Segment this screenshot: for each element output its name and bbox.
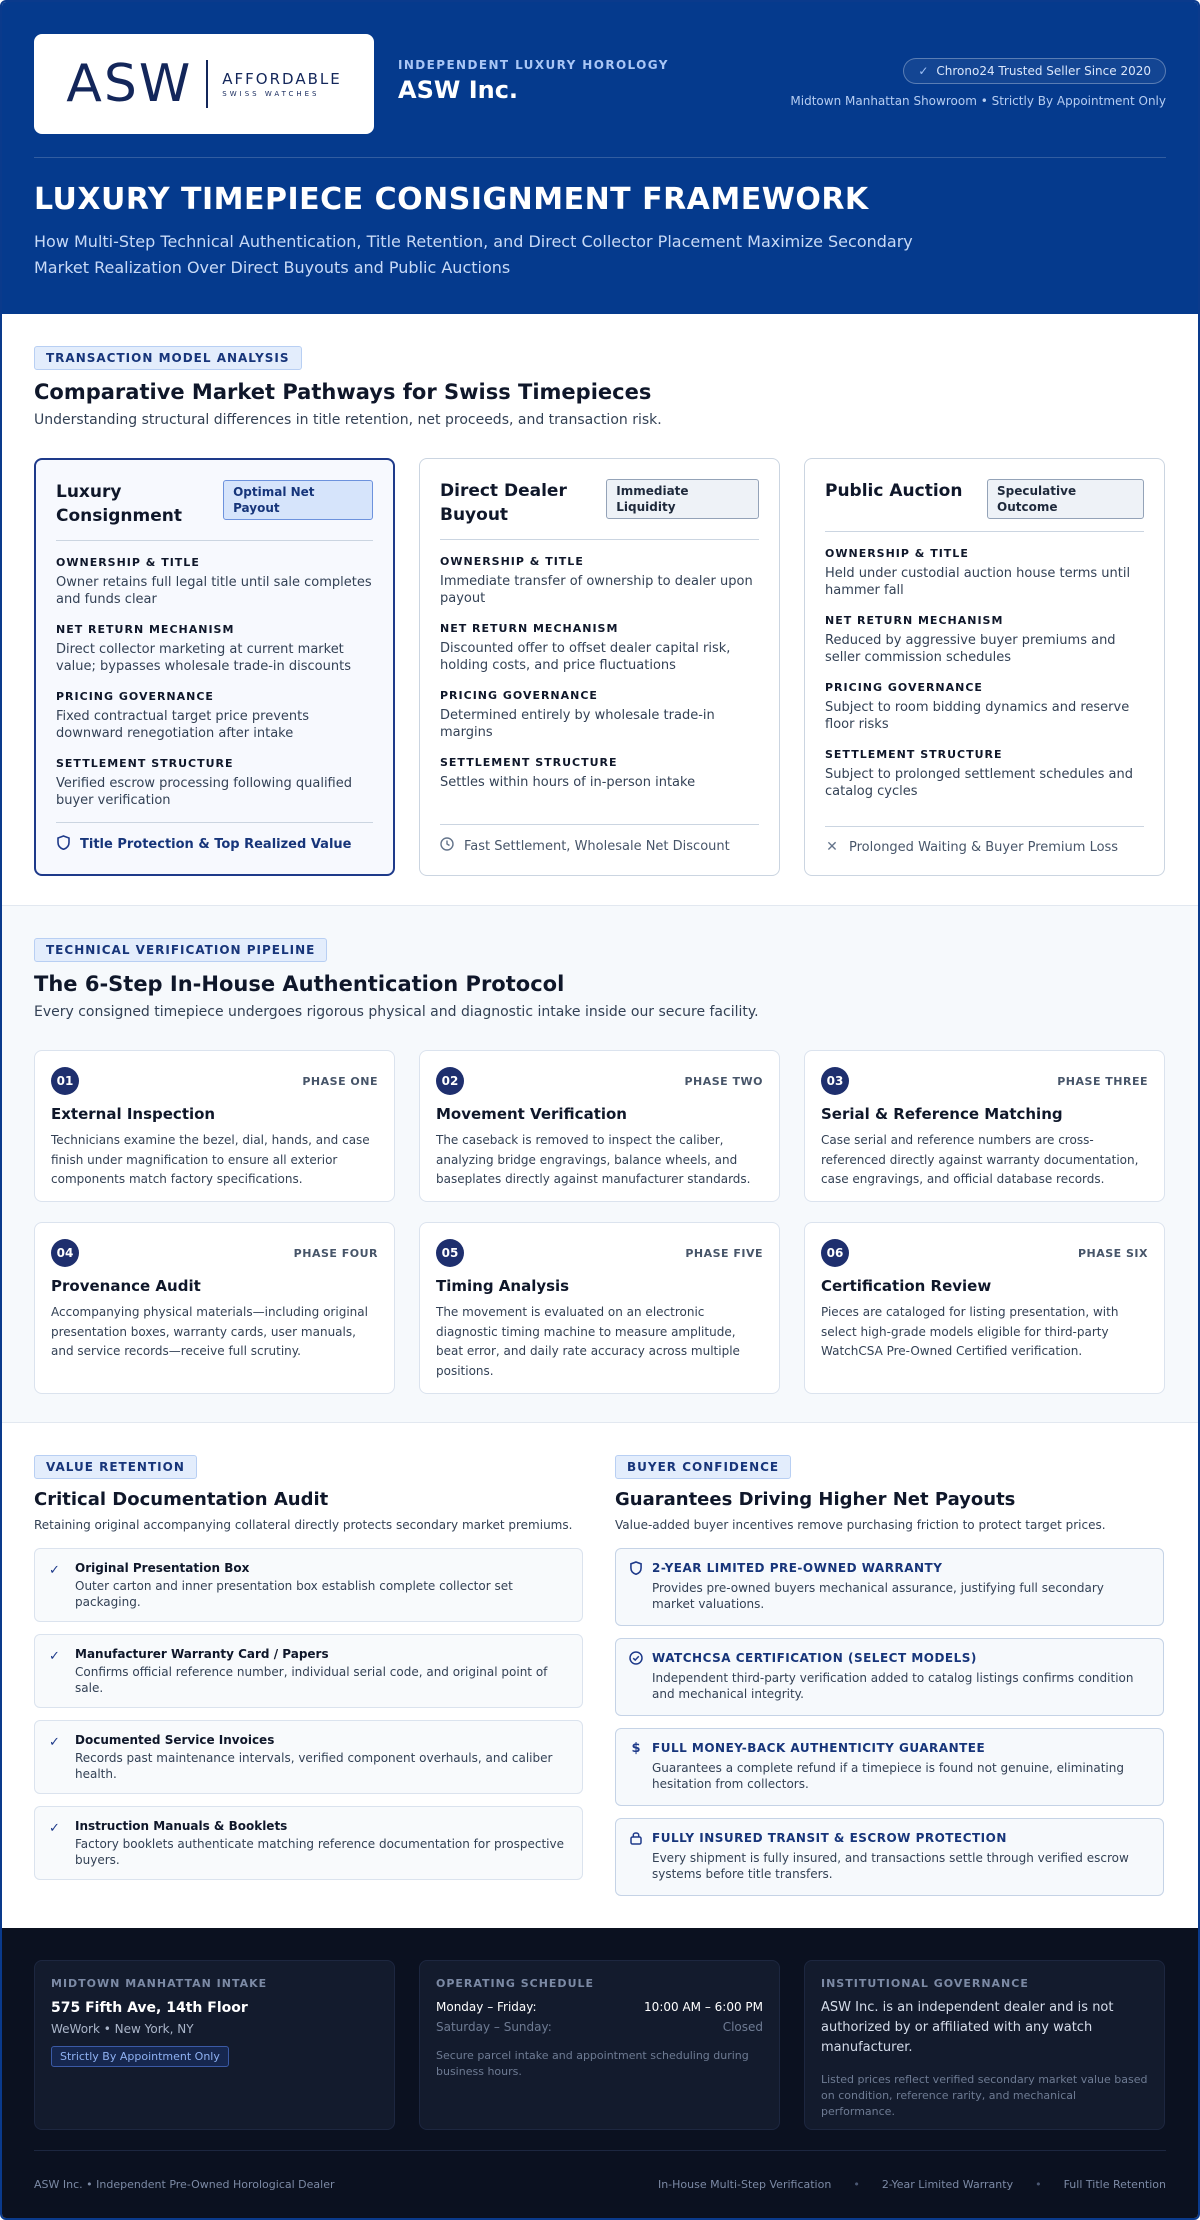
step-number: 04 [51,1239,79,1267]
step-title: External Inspection [51,1105,216,1123]
card-footer [440,824,759,855]
step-card [34,1222,395,1394]
pathway-cards [34,458,1166,876]
weekend-row [436,2020,763,2034]
item-description: Records past maintenance intervals, verified component overhauls, and caliber health. [75,1751,553,1781]
section-title: Critical Documentation Audit [34,1489,329,1510]
logo-mark: ASW [66,54,193,114]
step-title: Provenance Audit [51,1277,201,1295]
shield-icon [629,1561,643,1579]
footer-links [658,2178,1166,2191]
card-title: Luxury Consignment [56,482,182,526]
field-label: SETTLEMENT STRUCTURE [56,757,234,770]
weekend-hours: Closed [722,2020,763,2034]
item-title: WATCHCSA CERTIFICATION (SELECT MODELS) [652,1651,977,1665]
step-phase: PHASE TWO [684,1074,763,1088]
field-value: Settles within hours of in-person intake [440,775,696,790]
item-title: Instruction Manuals & Booklets [75,1819,288,1833]
item-description: Confirms official reference number, individual serial code, and original point of sale. [75,1665,548,1695]
brand-block [398,58,669,104]
hero-top-row [34,34,1166,158]
field-label: SETTLEMENT STRUCTURE [825,748,1003,761]
intake-card [34,1960,395,2130]
separator-dot: • [1035,2178,1042,2191]
card-badge: Immediate Liquidity [606,479,759,519]
logo-divider [206,60,208,108]
page-footer [2,1928,1198,2218]
footer-link[interactable]: In-House Multi-Step Verification [657,2178,832,2191]
step-number: 06 [821,1239,849,1267]
trust-badge [903,58,1166,84]
card-label: MIDTOWN MANHATTAN INTAKE [51,1977,268,1990]
step-card [804,1222,1165,1394]
trust-badge-label: Chrono24 Trusted Seller Since 2020 [936,64,1151,78]
footer-bar [34,2150,1166,2218]
item-description: Factory booklets authenticate matching reference documentation for prospective buyers. [75,1837,564,1867]
section-title: Comparative Market Pathways for Swiss Timepieces [34,380,652,404]
section-title: The 6-Step In-House Authentication Protocol [34,972,565,996]
schedule-card [419,1960,780,2130]
weekday-row [436,2000,763,2014]
field-label: PRICING GOVERNANCE [440,689,598,702]
step-phase: PHASE ONE [302,1074,378,1088]
card-header [56,480,373,541]
weekend-label: Saturday – Sunday: [436,2020,552,2034]
field-value: Held under custodial auction house terms until hammer fall [825,566,1131,598]
step-number: 02 [436,1067,464,1095]
section-tag: TRANSACTION MODEL ANALYSIS [34,346,302,370]
pathway-card-auction [804,458,1165,876]
item-title: Documented Service Invoices [75,1733,275,1747]
pathway-card-consignment [34,458,395,876]
field-label: SETTLEMENT STRUCTURE [440,756,618,769]
step-title: Serial & Reference Matching [821,1105,1063,1123]
card-field [440,689,759,741]
section-tag: BUYER CONFIDENCE [615,1455,791,1479]
card-footer-label: Title Protection & Top Realized Value [80,837,352,852]
list-item [34,1548,583,1622]
card-field [825,547,1144,599]
check-circle-icon [629,1651,643,1669]
logo-line-1: AFFORDABLE [222,70,342,88]
card-title: Public Auction [825,481,963,501]
card-label: OPERATING SCHEDULE [436,1977,595,1990]
guarantees-list [615,1548,1164,1896]
step-number: 05 [436,1239,464,1267]
clock-icon [440,837,454,855]
item-title: FULL MONEY-BACK AUTHENTICITY GUARANTEE [652,1741,986,1755]
step-description: Accompanying physical materials—including original presentation boxes, warranty cards, user manuals, and service records—receive full scrutiny. [51,1305,368,1358]
step-number: 01 [51,1067,79,1095]
weekday-hours: 10:00 AM – 6:00 PM [644,2000,763,2014]
lock-icon [629,1831,643,1849]
page-subtitle: How Multi-Step Technical Authentication, Title Retention, and Direct Collector Placement Maximize Secondary Market Realization Over Direct Buyouts and Public Auctions [34,232,913,277]
card-field [56,690,373,742]
section-subtitle: Every consigned timepiece undergoes rigorous physical and diagnostic intake inside our secure facility. [34,1004,759,1020]
step-number: 03 [821,1067,849,1095]
card-badge: Optimal Net Payout [223,480,373,520]
card-title: Direct Dealer Buyout [440,481,567,525]
section-title: Guarantees Driving Higher Net Payouts [615,1489,1016,1510]
list-item [615,1818,1164,1896]
step-title: Movement Verification [436,1105,627,1123]
card-field [440,622,759,674]
card-footer [825,826,1144,855]
field-value: Subject to room bidding dynamics and reserve floor risks [825,700,1130,732]
card-field [56,623,373,675]
logo-line-2: SWISS WATCHES [222,90,320,98]
section-subtitle: Retaining original accompanying collateral directly protects secondary market premiums. [34,1518,573,1532]
pathway-card-dealer-buyout [419,458,780,876]
item-title: FULLY INSURED TRANSIT & ESCROW PROTECTION [652,1831,1007,1845]
field-value: Reduced by aggressive buyer premiums and seller commission schedules [825,633,1116,665]
step-card [419,1222,780,1394]
card-header [440,479,759,540]
check-icon: ✓ [49,1563,60,1578]
field-label: OWNERSHIP & TITLE [440,555,584,568]
company-name: ASW Inc. [398,76,519,104]
step-phase: PHASE THREE [1057,1074,1148,1088]
field-label: PRICING GOVERNANCE [56,690,214,703]
step-phase: PHASE FIVE [685,1246,763,1260]
hero-meta [790,58,1166,108]
field-label: NET RETURN MECHANISM [440,622,619,635]
card-header [825,479,1144,532]
section-subtitle: Value-added buyer incentives remove purchasing friction to protect target prices. [615,1518,1106,1532]
section-tag: TECHNICAL VERIFICATION PIPELINE [34,938,327,962]
card-field [56,757,373,809]
field-value: Discounted offer to offset dealer capital risk, holding costs, and price fluctuations [440,641,731,673]
list-item [34,1634,583,1708]
governance-card [804,1960,1165,2130]
card-footer-label: Prolonged Waiting & Buyer Premium Loss [849,839,1119,855]
list-item [34,1720,583,1794]
intake-address: 575 Fifth Ave, 14th Floor [51,2000,248,2016]
step-card [34,1050,395,1202]
documentation-column [34,1455,583,1934]
card-field [440,756,759,791]
value-section [2,1423,1198,1934]
footer-link[interactable]: 2-Year Limited Warranty [881,2178,1014,2191]
card-label: INSTITUTIONAL GOVERNANCE [821,1977,1029,1990]
card-field [825,681,1144,733]
step-grid [34,1050,1166,1394]
item-description: Independent third-party verification added to catalog listings confirms condition and mechanical integrity. [652,1671,1134,1701]
footer-link[interactable]: Full Title Retention [1063,2178,1166,2191]
field-label: OWNERSHIP & TITLE [825,547,969,560]
step-title: Timing Analysis [436,1277,570,1295]
intake-location: WeWork • New York, NY [51,2022,194,2036]
logo-wordmark [222,70,341,98]
field-label: OWNERSHIP & TITLE [56,556,200,569]
shield-icon [56,835,70,854]
card-footer-label: Fast Settlement, Wholesale Net Discount [464,838,730,854]
dollar-icon: $ [631,1741,641,1756]
card-footer [56,822,373,854]
field-value: Verified escrow processing following qualified buyer verification [56,776,352,808]
field-label: NET RETURN MECHANISM [56,623,235,636]
field-value: Determined entirely by wholesale trade-in margins [440,708,715,740]
governance-note: Listed prices reflect verified secondary market value based on condition, reference rarity, and mechanical performance. [821,2073,1148,2118]
check-icon: ✓ [918,64,929,78]
section-tag: VALUE RETENTION [34,1455,197,1479]
item-description: Outer carton and inner presentation box establish complete collector set packaging. [75,1579,513,1609]
page-title: LUXURY TIMEPIECE CONSIGNMENT FRAMEWORK [34,182,869,217]
company-logo[interactable] [34,34,374,134]
field-value: Fixed contractual target price prevents downward renegotiation after intake [56,709,310,741]
check-icon: ✓ [49,1821,60,1836]
step-card [419,1050,780,1202]
pipeline-section [2,906,1198,1423]
step-description: The movement is evaluated on an electronic diagnostic timing machine to measure amplitude, beat error, and daily rate accuracy across multiple positions. [436,1305,740,1378]
item-title: Original Presentation Box [75,1561,250,1575]
field-value: Immediate transfer of ownership to dealer upon payout [440,574,753,606]
step-description: Technicians examine the bezel, dial, hands, and case finish under magnification to ensure all exterior components match factory specifications. [51,1133,370,1186]
appointment-badge: Strictly By Appointment Only [51,2046,229,2067]
field-label: PRICING GOVERNANCE [825,681,983,694]
step-phase: PHASE FOUR [293,1246,378,1260]
showroom-note: Midtown Manhattan Showroom • Strictly By Appointment Only [790,94,1166,108]
card-field [825,748,1144,800]
list-item [34,1806,583,1880]
field-value: Direct collector marketing at current market value; bypasses wholesale trade-in discounts [56,642,351,674]
item-description: Provides pre-owned buyers mechanical assurance, justifying full secondary market valuations. [652,1581,1104,1611]
card-field [56,556,373,608]
list-item [615,1548,1164,1626]
step-description: Case serial and reference numbers are cross-referenced directly against warranty documentation, case engravings, and official database records. [821,1133,1139,1186]
footer-copyright: ASW Inc. • Independent Pre-Owned Horological Dealer [34,2178,335,2191]
list-item [615,1728,1164,1806]
step-title: Certification Review [821,1277,992,1295]
card-badge: Speculative Outcome [987,479,1144,519]
footer-cards [34,1960,1166,2130]
field-label: NET RETURN MECHANISM [825,614,1004,627]
list-item [615,1638,1164,1716]
step-description: The caseback is removed to inspect the caliber, analyzing bridge engravings, balance wheels, and baseplates directly against manufacturer standards. [436,1133,751,1186]
section-subtitle: Understanding structural differences in title retention, net proceeds, and transaction risk. [34,412,662,428]
item-title: Manufacturer Warranty Card / Papers [75,1647,329,1661]
comparison-section [2,314,1198,906]
schedule-note: Secure parcel intake and appointment scheduling during business hours. [436,2049,749,2078]
documentation-list [34,1548,583,1880]
check-icon: ✓ [49,1735,60,1750]
step-card [804,1050,1165,1202]
field-value: Owner retains full legal title until sale completes and funds clear [56,575,372,607]
weekday-label: Monday – Friday: [436,2000,537,2014]
separator-dot: • [853,2178,860,2191]
card-field [825,614,1144,666]
guarantees-column [615,1455,1164,1934]
card-field [440,555,759,607]
field-value: Subject to prolonged settlement schedules and catalog cycles [825,767,1133,799]
item-description: Every shipment is fully insured, and transactions settle through verified escrow systems before title transfers. [652,1851,1129,1881]
brand-eyebrow: INDEPENDENT LUXURY HOROLOGY [398,58,669,72]
item-description: Guarantees a complete refund if a timepiece is found not genuine, eliminating hesitation from collectors. [652,1761,1124,1791]
hero-header [2,2,1198,314]
x-icon: ✕ [826,839,838,855]
check-icon: ✓ [49,1649,60,1664]
step-phase: PHASE SIX [1077,1246,1148,1260]
item-title: 2-YEAR LIMITED PRE-OWNED WARRANTY [652,1561,943,1575]
governance-text: ASW Inc. is an independent dealer and is not authorized by or affiliated with any watch manufacturer. [821,2000,1114,2055]
step-description: Pieces are cataloged for listing presentation, with select high-grade models eligible for third-party WatchCSA Pre-Owned Certified verification. [821,1305,1119,1358]
